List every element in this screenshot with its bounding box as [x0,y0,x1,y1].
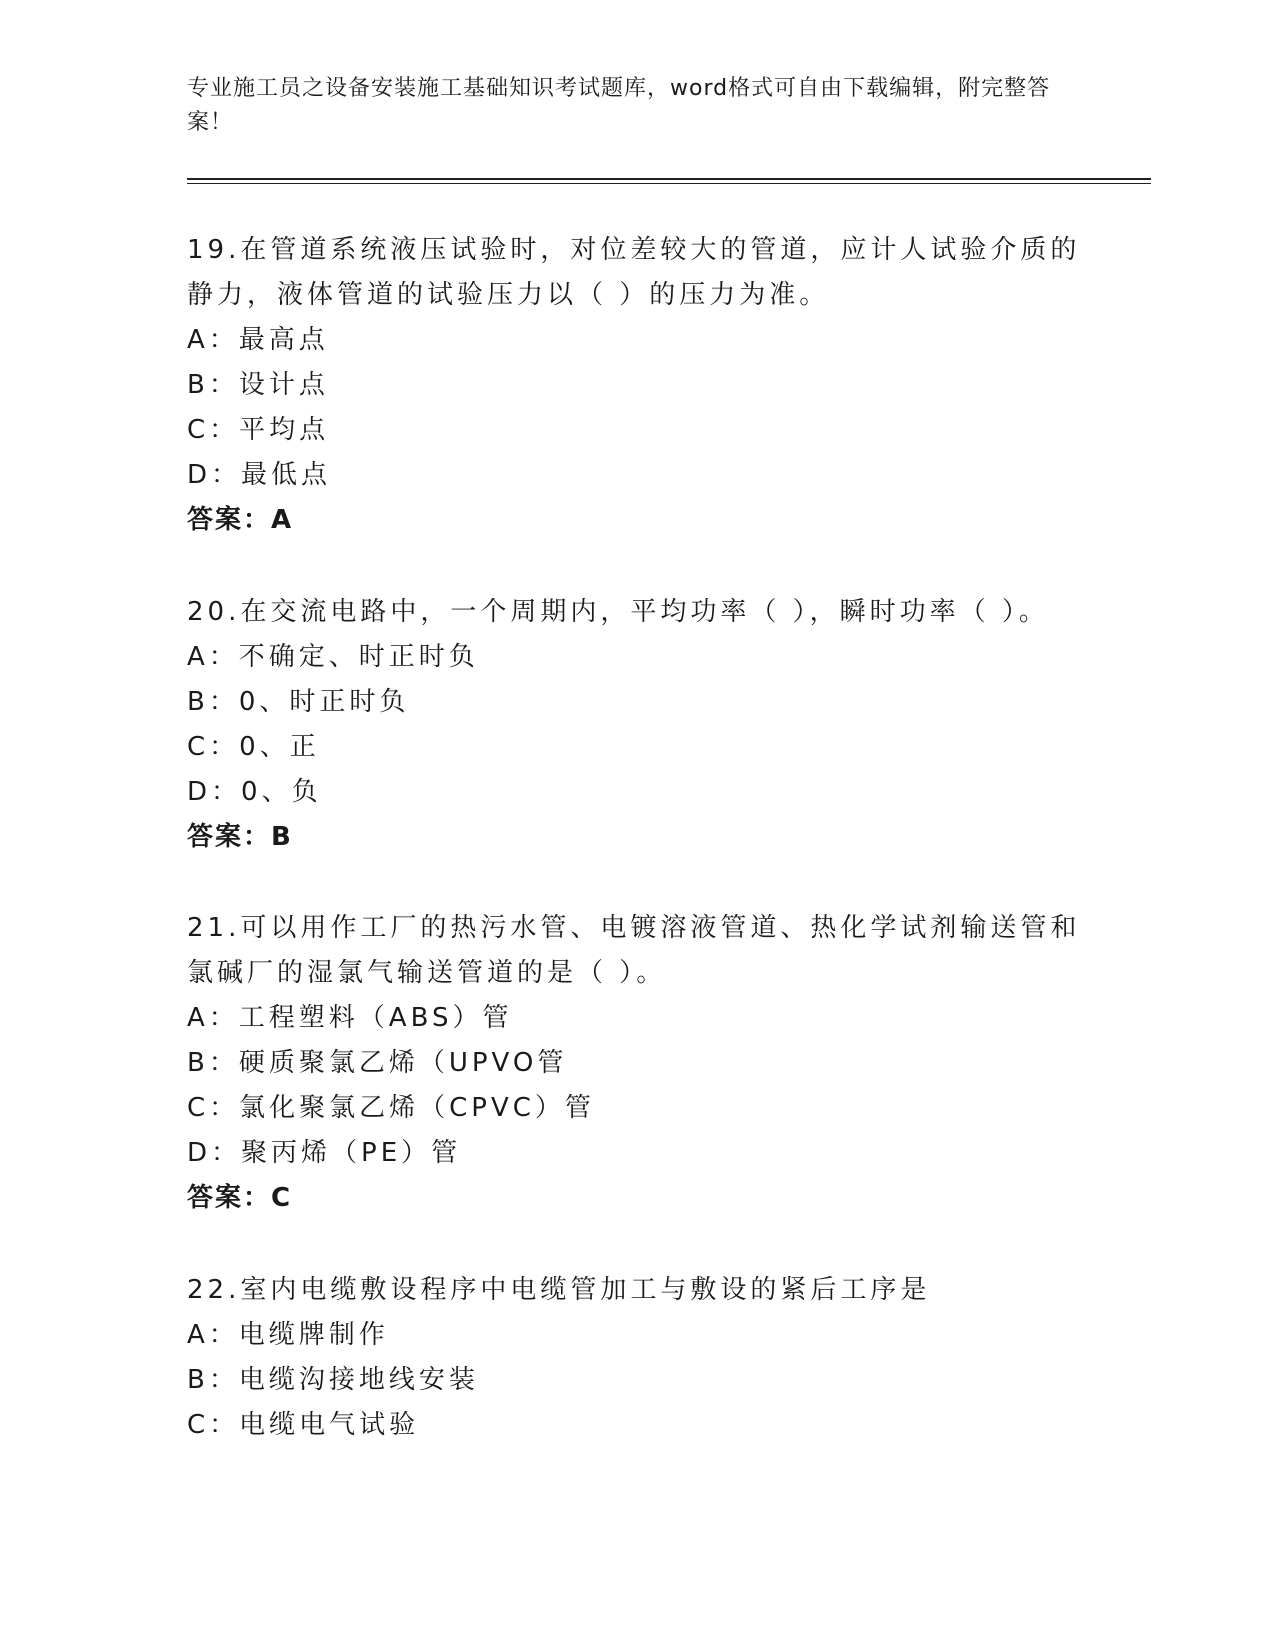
option-d: D：聚丙烯（PE）管 [187,1138,462,1168]
option-a: A：最高点 [187,325,329,355]
option-c: C：电缆电气试验 [187,1410,420,1440]
option-c: C：平均点 [187,415,330,445]
answer: 答案：A [187,505,294,535]
option-a: A：不确定、时正时负 [187,642,479,672]
document-header: 专业施工员之设备安装施工基础知识考试题库，word格式可自由下载编辑，附完整答案！ [187,76,1051,135]
question-stem: 21.可以用作工厂的热污水管、电镀溶液管道、热化学试剂输送管和氯碱厂的湿氯气输送管道的是（ ）。 [187,913,1081,988]
answer: 答案：B [187,822,293,852]
question-stem: 19.在管道系统液压试验时，对位差较大的管道，应计人试验介质的静力，液体管道的试验压力以（ ）的压力为准。 [187,235,1081,310]
question-stem: 22.室内电缆敷设程序中电缆管加工与敷设的紧后工序是 [187,1275,931,1305]
option-a: A：工程塑料（ABS）管 [187,1003,513,1033]
question-22 [187,1268,1087,1448]
answer: 答案：C [187,1183,293,1213]
option-b: B：硬质聚氯乙烯（UPVO管 [187,1048,568,1078]
question-20 [187,590,1087,860]
option-d: D：0、负 [187,777,322,807]
option-b: B：0、时正时负 [187,687,410,717]
option-b: B：电缆沟接地线安装 [187,1365,479,1395]
option-b: B：设计点 [187,370,329,400]
question-21 [187,906,1087,1221]
header-divider-thick [187,178,1151,180]
option-c: C：0、正 [187,732,320,762]
question-stem: 20.在交流电路中，一个周期内，平均功率（ ），瞬时功率（ ）。 [187,597,1049,627]
option-d: D：最低点 [187,460,332,490]
option-c: C：氯化聚氯乙烯（CPVC）管 [187,1093,595,1123]
header-divider-thin [187,183,1151,184]
question-19 [187,228,1087,543]
option-a: A：电缆牌制作 [187,1320,389,1350]
